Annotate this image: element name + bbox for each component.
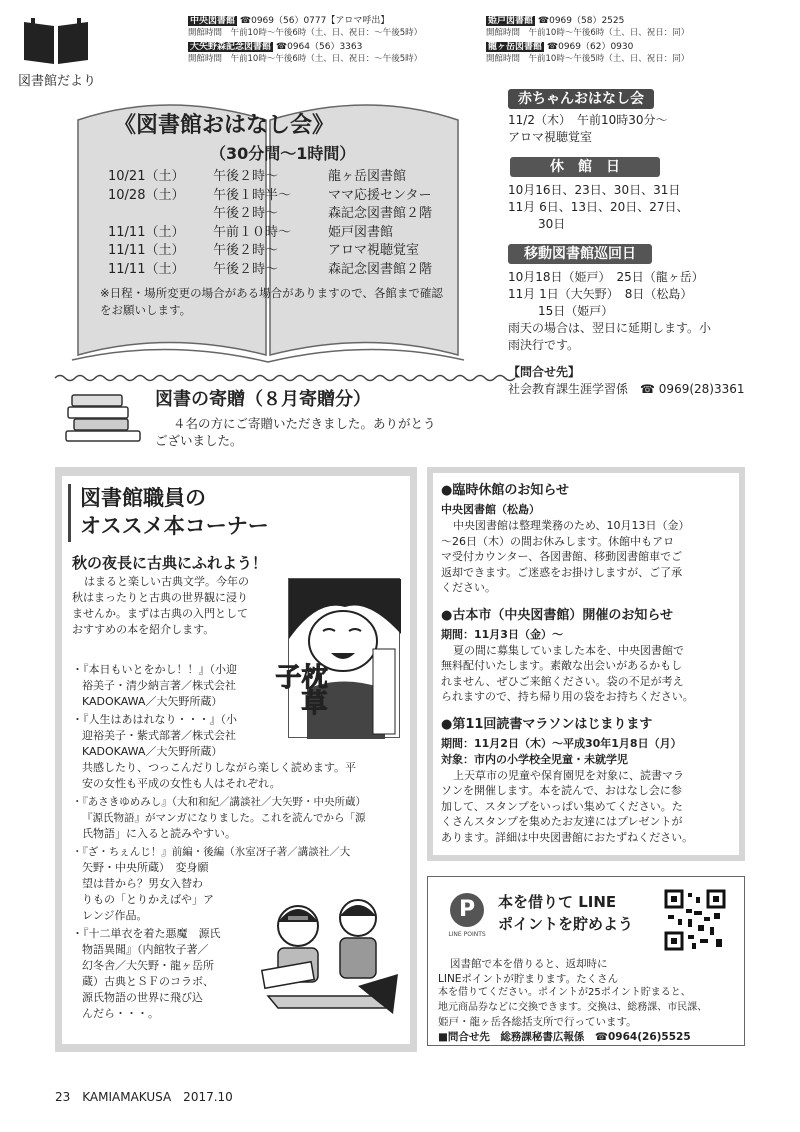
event-date: 10/28（土） [108, 187, 185, 203]
mobile-line: 雨天の場合は、翌日に延期します。小 [508, 321, 712, 335]
event-time: 午後２時～ [213, 169, 279, 184]
book-line: 氏物語」に入ると読みやすい。 [82, 827, 236, 840]
library-phone: ☎0969（58）2525 [537, 16, 625, 26]
event-place: 姫戸図書館 [328, 224, 394, 240]
event-row [108, 168, 460, 187]
intro-line: はまると楽しい古典文学。今年の [84, 575, 249, 588]
notice-title: ●第11回読書マラソンはじまります [441, 716, 653, 732]
kids-reading-illustration [258, 896, 408, 1026]
book-line: 共感したり、つっこんだりしながら楽しく読めます。平 [82, 761, 357, 774]
promo-line: LINEポイントが貯まります。たくさん [438, 972, 619, 985]
book-line: ・『ざ・ちぇんじ！』前編・後編（氷室冴子著／講談社／大 [72, 846, 351, 858]
event-date: 10/21（土） [108, 169, 185, 184]
book-item [72, 794, 406, 842]
donation-title: 図書の寄贈（８月寄贈分） [155, 389, 371, 410]
library-row [486, 15, 786, 28]
page-footer: 23 KAMIAMAKUSA 2017.10 [55, 1090, 233, 1104]
side-info [508, 88, 788, 398]
staff-intro [72, 574, 287, 638]
notice-sub: 期間：11月2日（木）～平成30年1月8日（月） [441, 736, 682, 750]
promo-line: 地元商品券などに交換できます。交換は、総務課、市民課、 [438, 1001, 708, 1013]
intro-line: 秋はまったりと古典の世界観に浸り [72, 591, 248, 604]
promo-contact: ■問合せ先 総務課秘書広報係 ☎0964(26)5525 [438, 1030, 691, 1043]
staff-recommend-card [62, 476, 410, 1044]
book-item [72, 662, 406, 710]
notice-line: ～26日（木）の間お休みします。休館中もアロ [441, 534, 675, 548]
mobile-library-title: 移動図書館巡回日 [508, 244, 652, 264]
notice-title: ●臨時休館のお知らせ [441, 483, 569, 498]
inquiry-dept: 社会教育課生涯学習係 [508, 382, 629, 396]
book-line: 『源氏物語』がマンガになりました。これを読んでから「源 [82, 812, 366, 824]
notice-line: られますので、持ち帰り用の袋をお持ちください。 [441, 690, 694, 703]
book-line: KADOKAWA／大矢野所蔵） [82, 695, 223, 708]
line-promo [427, 876, 745, 1046]
donation-section [155, 385, 495, 449]
book-line: りもの「とりかえばや」ア [82, 893, 214, 906]
event-time: 午後２時～ [213, 261, 279, 277]
promo-line: 本を借りてください。ポイントが25ポイント貯まると、 [438, 987, 691, 998]
book-line: レンジ作品。 [82, 909, 148, 922]
notice-sub: 期間：11月3日（金）～ [441, 627, 563, 641]
library-hours: 開館時間 午前10時～午後6時（土、日、祝日：～午後5時） [188, 28, 423, 38]
notices-card [433, 473, 739, 855]
donation-line: ４名の方にご寄贈いただきました。ありがとう [173, 416, 436, 431]
event-date: 11/11（土） [108, 261, 185, 277]
notice-line: マ受付カウンター、各図書館、移動図書館車でご [441, 550, 683, 563]
event-row [108, 205, 460, 224]
library-info-right [486, 15, 786, 65]
library-row [188, 41, 483, 54]
p-circle-icon: P [450, 893, 484, 927]
library-phone: ☎0969（62）0930 [546, 42, 634, 52]
event-time: 午後２時～ [213, 206, 279, 221]
library-hours: 開館時間 午前10時～午後6時（土、日、祝日：～午後5時） [188, 54, 423, 64]
notice-body [441, 768, 731, 846]
book-line: ・『人生はあはれなり・・・』（小 [72, 713, 237, 726]
book-line: ・『あさきゆめみし』（大和和紀／講談社／大矢野・中央所蔵） [72, 796, 366, 808]
notice-line: くさんスタンプを集めたお友達にはプレゼントが [441, 815, 683, 828]
staff-title-line2: オススメ本コーナー [80, 514, 269, 538]
notice-line: 中央図書館は整理業務のため、10月13日（金） [453, 519, 690, 532]
newsletter-logo [18, 18, 98, 88]
mobile-line: 10月18日（姫戸） 25日（龍ヶ岳） [508, 270, 704, 284]
intro-line: おすすめの本を紹介します。 [72, 623, 215, 636]
storytime-section [100, 108, 460, 319]
closed-line: 10月16日、23日、30日、31日 [508, 183, 681, 197]
library-phone: ☎0964（56）3363 [275, 42, 363, 52]
notice-line: 上天草市の児童や保育園児を対象に、読書マラ [453, 768, 684, 782]
book-line: 幻冬舎／大矢野・龍ヶ岳所 [82, 959, 214, 972]
event-place: 森記念図書館２階 [328, 261, 433, 277]
notice-sub2: 対象：市内の小学校全児童・未就学児 [441, 752, 628, 766]
book-line: んだら・・・。 [82, 1007, 159, 1020]
notice-line: ソンを開催します。本を読んで、おはなし会に参 [441, 784, 682, 797]
notice-sub: 中央図書館（松島） [441, 503, 540, 516]
inquiry-phone: ☎ 0969(28)3361 [640, 382, 745, 396]
notice-line: あります。詳細は中央図書館におたずねください。 [441, 830, 694, 844]
library-name: 中央図書館 [190, 16, 236, 26]
storytime-subtitle: （30分間～1時間） [210, 144, 356, 163]
event-time: 午後１時半～ [213, 187, 292, 203]
event-date [108, 205, 213, 224]
event-row [108, 187, 460, 206]
line-promo-title1: 本を借りて LINE [498, 893, 617, 911]
promo-line: 図書館で本を借りると、返却時に [450, 958, 608, 970]
event-place: ママ応援センター [328, 187, 432, 203]
event-place: 龍ヶ岳図書館 [328, 169, 407, 184]
closed-days-title: 休 館 日 [510, 157, 660, 177]
mobile-line: 11月 1日（大矢野） 8日（松島） [508, 287, 693, 301]
wavy-divider [55, 373, 515, 383]
library-row [486, 41, 786, 54]
book-line: 迎裕美子・紫式部著／株式会社 [82, 729, 236, 742]
book-line: 物語異聞』（内館牧子著／ [82, 943, 209, 956]
event-row [108, 224, 460, 243]
notice-line: 加して、スタンプをいっぱい集めてください。た [441, 799, 683, 813]
notice-line: 無料配付いたします。素敵な出会いがあるかもし [441, 659, 683, 672]
inquiry-label: 【問合せ先】 [508, 365, 581, 379]
notice-title: ●古本市（中央図書館）開催のお知らせ [441, 607, 673, 623]
intro-line: ませんか。まずは古典の入門として [72, 607, 248, 620]
library-row [188, 15, 483, 28]
event-row [108, 242, 460, 261]
logo-caption: LINE POINTS [448, 931, 486, 938]
library-info-left [188, 15, 483, 65]
book-item [72, 712, 406, 792]
event-place: 森記念図書館２階 [328, 206, 433, 221]
inquiry-row [508, 381, 788, 398]
baby-date: 11/2（木） 午前10時30分～ [508, 113, 668, 127]
baby-place: アロマ視聴覚室 [508, 130, 593, 144]
staff-title-line1: 図書館職員の [80, 486, 206, 510]
book-stack-icon [66, 393, 146, 443]
notice-line: ください。 [441, 581, 496, 594]
book-line: 矢野・中央所蔵） 変身願 [82, 861, 209, 874]
book-icon [22, 18, 90, 66]
storytime-title: 《図書館おはなし会》 [114, 113, 335, 138]
book-line: KADOKAWA／大矢野所蔵） [82, 745, 223, 758]
staff-title-bar [68, 484, 71, 542]
cover-title: 枕草子 [271, 663, 327, 715]
line-points-logo [442, 893, 492, 938]
book-line: ・『本日もいとをかし！！』（小迎 [72, 663, 237, 676]
book-line: ・『十二単衣を着た悪魔 源氏 [72, 927, 221, 940]
donation-line: ございました。 [155, 433, 243, 448]
event-place: アロマ視聴覚室 [328, 243, 420, 258]
event-time: 午後２時～ [213, 243, 279, 258]
book-line: 蔵）古典とＳＦのコラボ、 [82, 975, 214, 988]
mobile-line: 雨決行です。 [508, 338, 580, 352]
library-hours: 開館時間 午前10時～午後5時（土、日、祝日：同） [486, 54, 690, 64]
library-hours: 開館時間 午前10時～午後6時（土、日、祝日：同） [486, 28, 690, 38]
mobile-line: 15日（姫戸） [538, 304, 614, 318]
line-promo-body [438, 957, 738, 1044]
baby-storytime-title: 赤ちゃんおはなし会 [508, 89, 654, 109]
closed-line: 30日 [538, 217, 566, 231]
notice-line: れません、ぜひご来館ください。袋の不足が考え [441, 674, 684, 688]
library-name: 龍ヶ岳図書館 [488, 42, 543, 52]
library-name: 大矢野森記念図書館 [190, 42, 272, 52]
event-date: 11/11（土） [108, 243, 185, 258]
notice-line: 返却できます。ご迷惑をお掛けしますが、ご了承 [441, 565, 683, 579]
closed-line: 11月 6日、13日、20日、27日、 [508, 200, 689, 214]
notice-body [441, 518, 731, 596]
event-row [108, 261, 460, 280]
notice-line: 夏の間に募集していました本を、中央図書館で [453, 643, 684, 657]
book-line: 裕美子・清少納言著／株式会社 [82, 679, 236, 692]
library-phone: ☎0969（56）0777【アロマ呼出】 [239, 16, 390, 26]
notice-body [441, 643, 731, 705]
newsletter-title: 図書館だより [18, 74, 97, 89]
storytime-note: ※日程・場所変更の場合がある場合がありますので、各館まで確認をお願いします。 [100, 286, 443, 317]
staff-heading: 秋の夜長に古典にふれよう！ [72, 554, 268, 572]
book-line: 源氏物語の世界に飛び込 [82, 991, 203, 1004]
storytime-events [108, 168, 460, 279]
event-date: 11/11（土） [108, 224, 185, 240]
library-name: 姫戸図書館 [488, 16, 534, 26]
qr-code [664, 889, 726, 951]
event-time: 午前１０時～ [213, 224, 292, 240]
promo-line: 姫戸・龍ヶ岳各総括支所で行っています。 [438, 1016, 637, 1028]
book-line: 望は昔から？男女入替わ [82, 877, 203, 890]
line-promo-title2: ポイントを貯めよう [498, 915, 634, 933]
book-line: 安の女性も平成の女性も人はそれぞれ。 [82, 777, 281, 790]
